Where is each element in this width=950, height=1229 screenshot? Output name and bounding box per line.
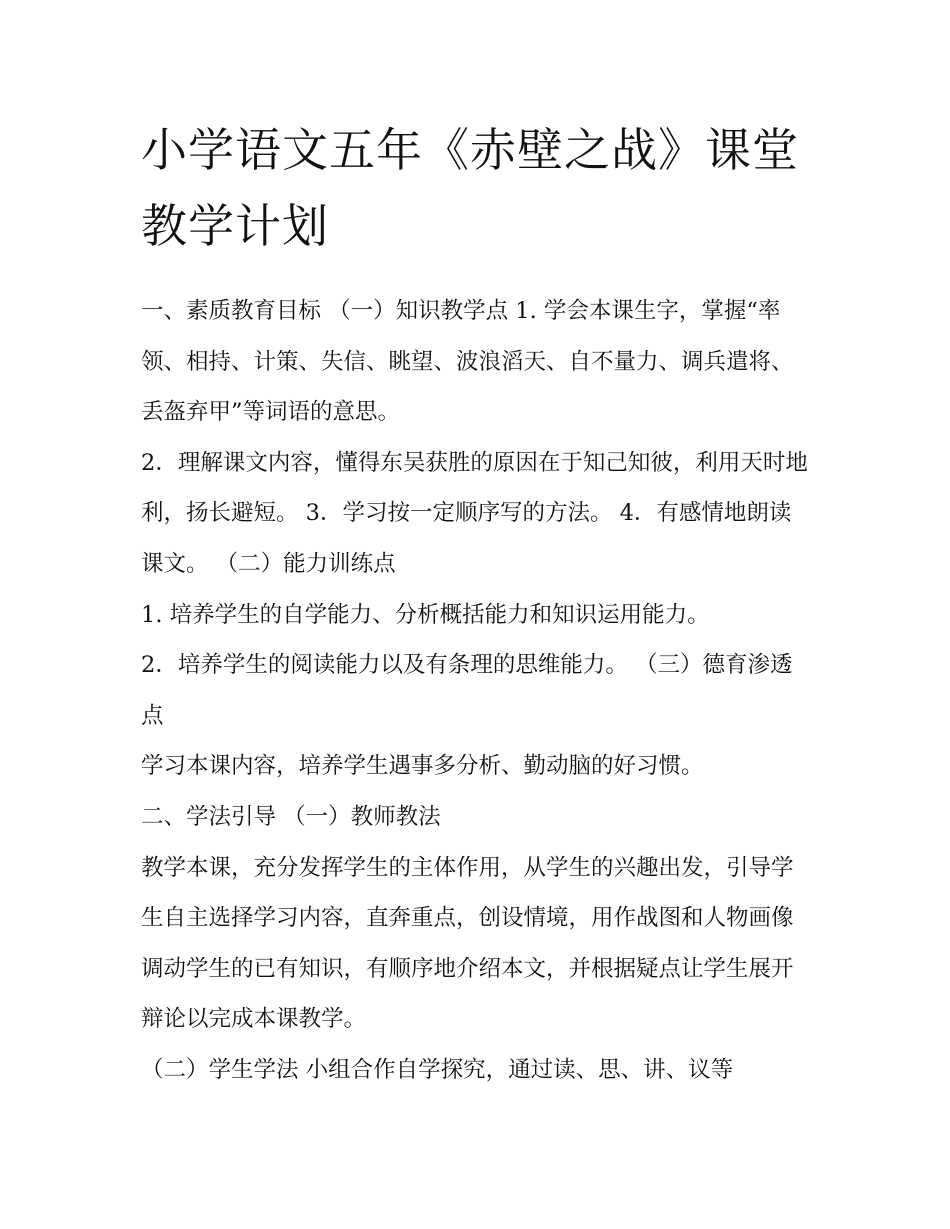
paragraph-ability-2: 2．培养学生的阅读能力以及有条理的思维能力。 （三）德育渗透点	[141, 652, 793, 729]
paragraph-ability-1: 1. 培养学生的自学能力、分析概括能力和知识运用能力。	[141, 601, 710, 628]
paragraph-understanding: 2．理解课文内容，懂得东吴获胜的原因在于知己知彼，利用天时地利，扬长避短。 3．学习按一定顺序写的方法。 4．有感情地朗读课文。 （二）能力训练点	[141, 449, 808, 577]
paragraph-moral: 学习本课内容，培养学生遇事多分析、勤动脑的好习惯。	[141, 753, 704, 780]
paragraph-method-heading: 二、学法引导 （一）教师教法	[141, 803, 441, 830]
document-page	[141, 112, 811, 1096]
paragraph-objectives: 一、素质教育目标 （一）知识教学点 1. 学会本课生字，掌握“率领、相持、计策、失信、眺望、波浪滔天、自不量力、调兵遣将、丢盔弃甲”等词语的意思。	[141, 298, 794, 426]
paragraph-learning-method: （二）学生学法 小组合作自学探究，通过读、思、讲、议等	[141, 1056, 734, 1083]
document-body	[141, 286, 811, 1096]
paragraph-teaching-method: 教学本课，充分发挥学生的主体作用，从学生的兴趣出发，引导学生自主选择学习内容，直奔重点，创设情境，用作战图和人物画像调动学生的已有知识，有顺序地介绍本文，并根据疑点让学生展开辩论以完成本课教学。	[141, 854, 794, 1033]
document-title: 小学语文五年《赤壁之战》课堂教学计划	[141, 123, 799, 253]
